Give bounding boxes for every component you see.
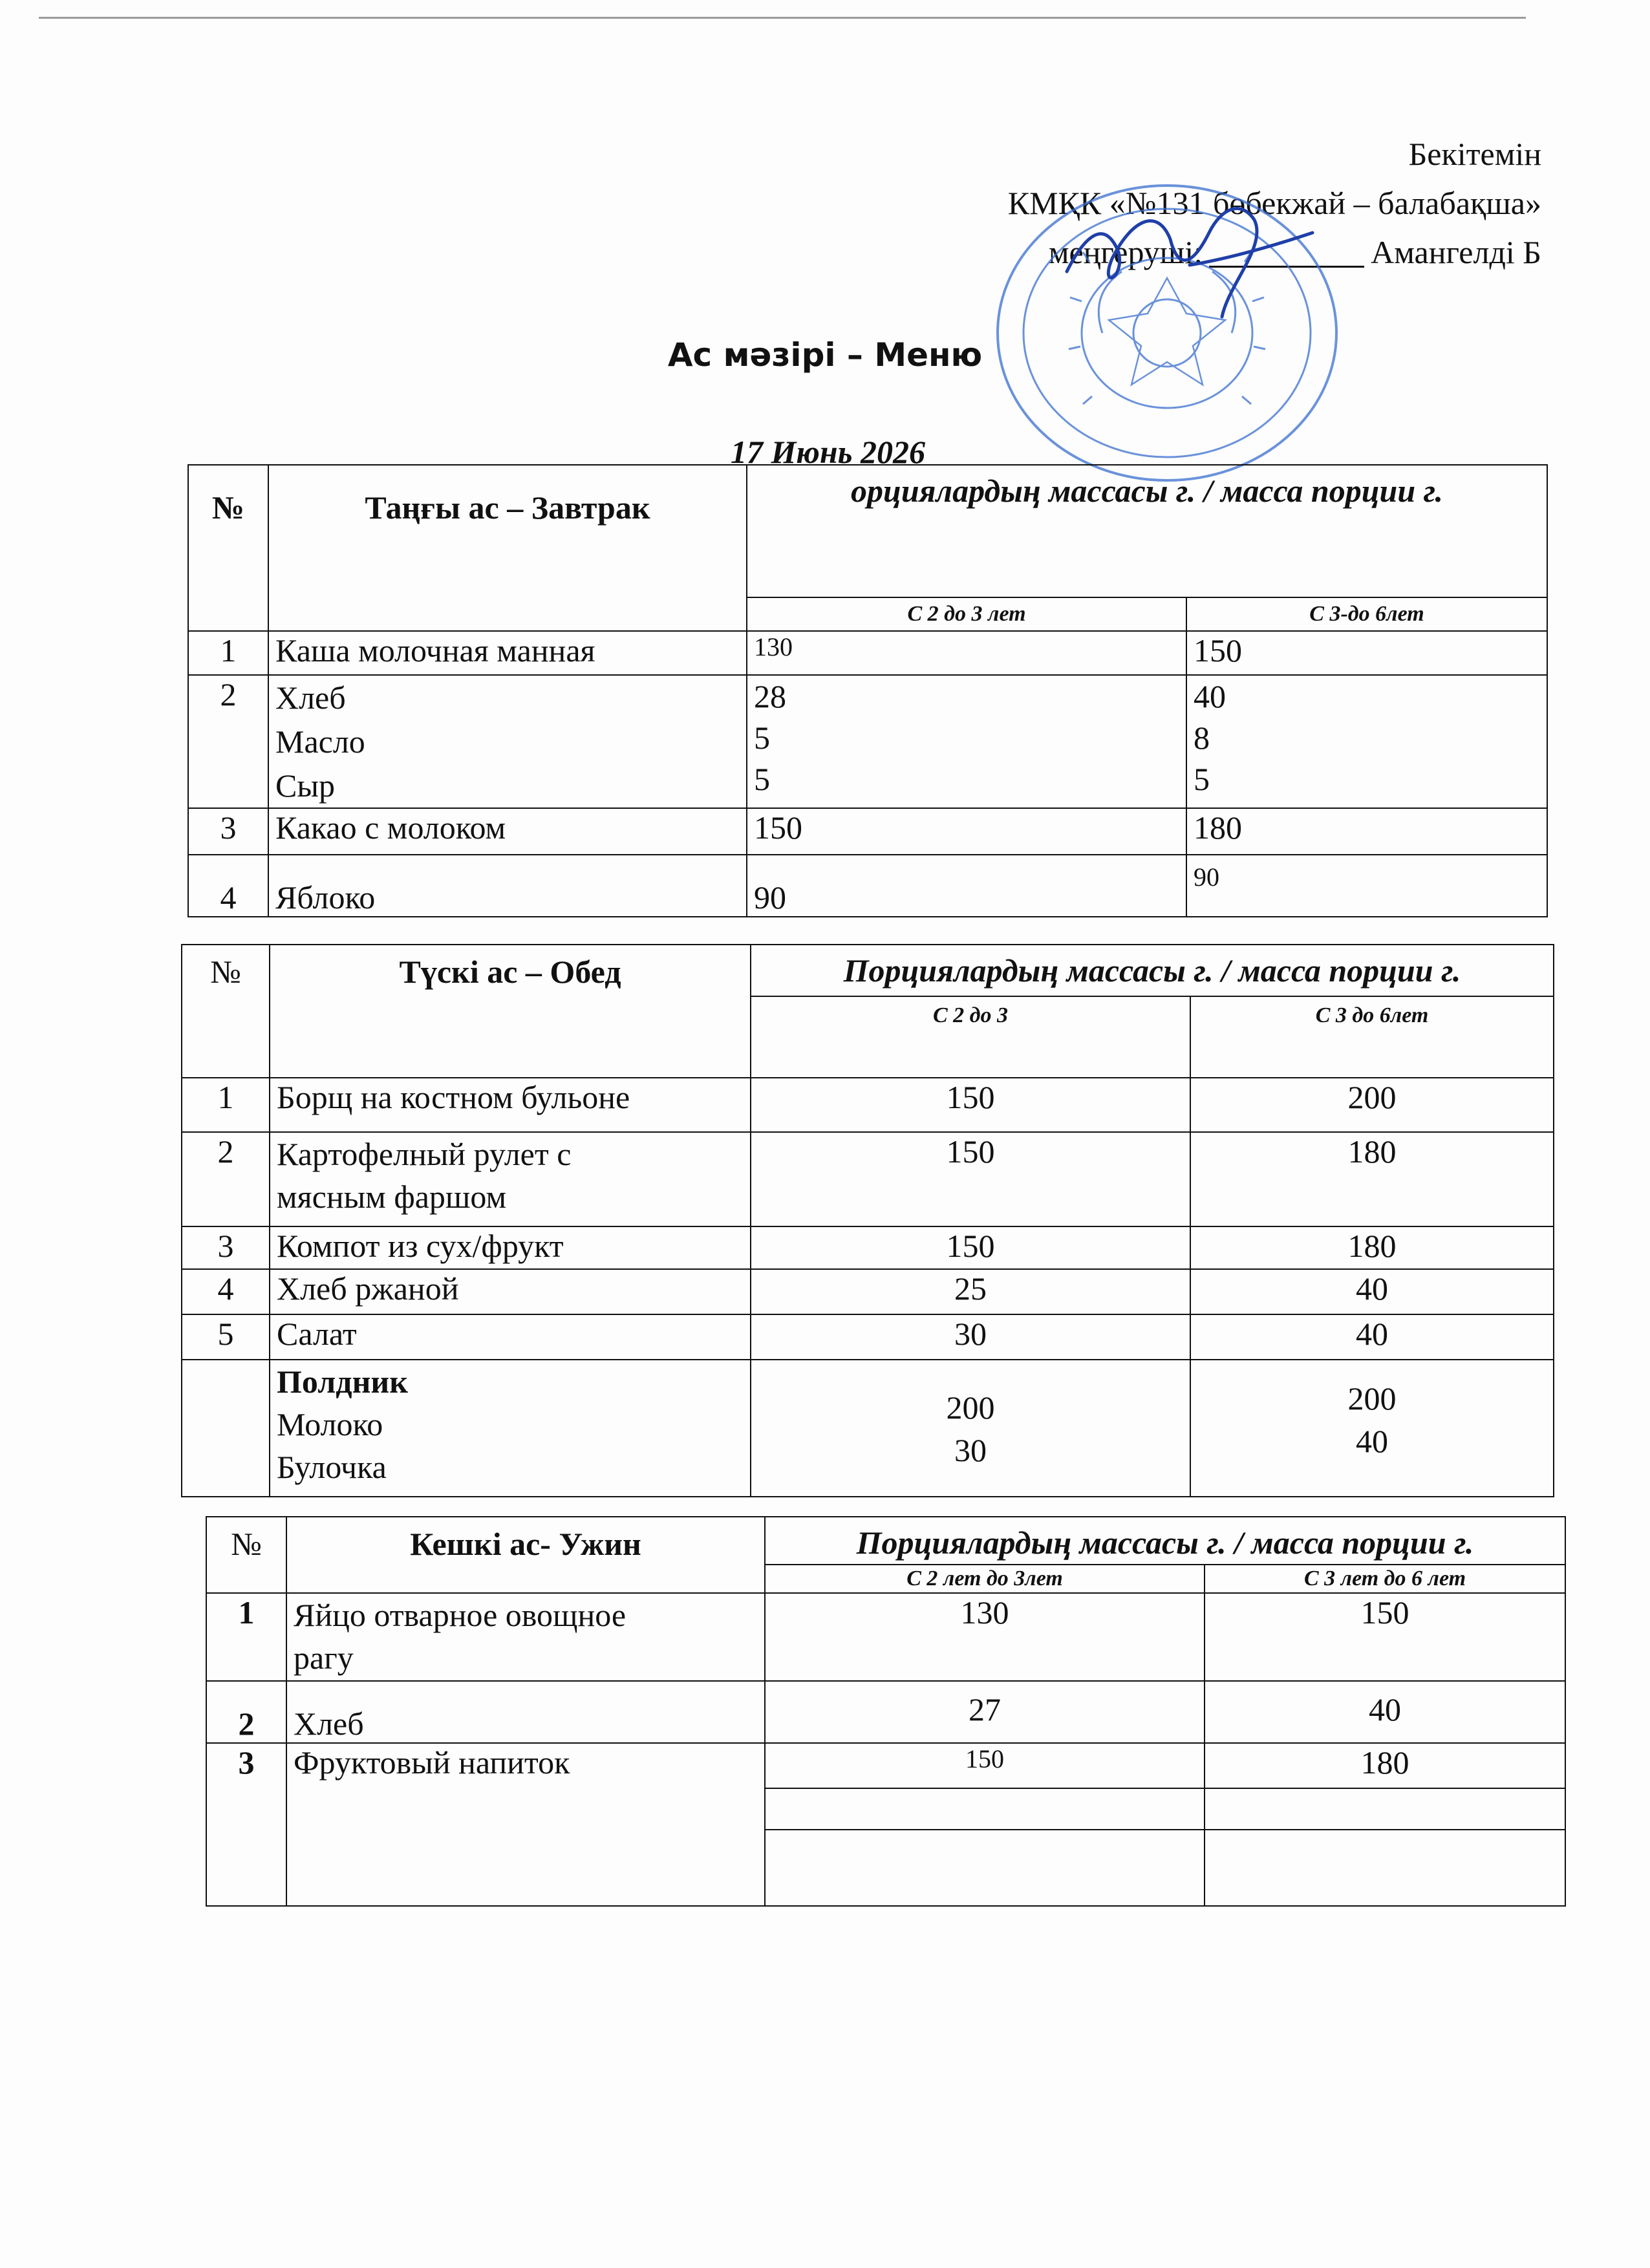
dish-name: Салат (270, 1314, 751, 1360)
empty-cell (1205, 1788, 1565, 1830)
row-number: 3 (182, 1226, 270, 1269)
portion-value: 200 (1190, 1078, 1554, 1132)
table-row (182, 1314, 1554, 1360)
table-row (206, 1743, 1565, 1788)
dish-name: Сыр (275, 767, 335, 804)
dish-name: Булочка (277, 1449, 387, 1485)
row-number: 1 (206, 1593, 286, 1681)
col-no-header: № (206, 1517, 286, 1593)
table-row (188, 855, 1547, 917)
age-group-header: С 2 до 3 (751, 996, 1190, 1078)
page-title: Ас мәзірі – Меню (667, 336, 983, 374)
portion-value: 180 (1190, 1132, 1554, 1226)
portion-value: 30 (751, 1314, 1190, 1360)
menu-date: 17 Июнь 2026 (731, 434, 926, 470)
row-number: 1 (182, 1078, 270, 1132)
dish-name: Картофелный рулет с (277, 1136, 572, 1172)
meal-header: Таңғы ас – Завтрак (268, 465, 747, 631)
portion-value: 40 (1205, 1681, 1565, 1743)
lunch-table (181, 944, 1554, 1497)
portion-value: 150 (751, 1132, 1190, 1226)
portion-value: 27 (765, 1681, 1205, 1743)
approval-label: Бекітемін (1408, 136, 1541, 172)
table-row (188, 675, 1547, 808)
snack-items (270, 1360, 751, 1497)
table-row (206, 1593, 1565, 1681)
dish-name: Хлеб ржаной (270, 1269, 751, 1314)
dish-name: Масло (275, 723, 365, 760)
portion-value: 130 (765, 1593, 1205, 1681)
row-number-empty (182, 1360, 270, 1497)
portion-value: 150 (1186, 631, 1547, 675)
dish-name: Хлеб (275, 679, 346, 716)
table-row (182, 1226, 1554, 1269)
portion-mass-header: Порциялардың массасы г. / масса порции г. (765, 1517, 1565, 1565)
row-number: 4 (188, 855, 268, 917)
portion-value: 40 (1194, 678, 1226, 714)
dish-name: Компот из сух/фрукт (270, 1226, 751, 1269)
age-group-header: С 3 до 6лет (1190, 996, 1554, 1078)
dish-name: Каша молочная манная (268, 631, 747, 675)
dish-name: Яйцо отварное овощное (294, 1597, 627, 1633)
portion-value: 5 (754, 720, 770, 756)
portion-values (1190, 1360, 1554, 1497)
table-row (182, 1078, 1554, 1132)
row-number: 4 (182, 1269, 270, 1314)
portion-mass-header: орциялардың массасы г. / масса порции г. (747, 465, 1547, 597)
row-number: 3 (188, 808, 268, 855)
table-row (206, 1681, 1565, 1743)
meal-header: Кешкі ас- Ужин (286, 1517, 765, 1593)
dish-name: Борщ на костном бульоне (270, 1078, 751, 1132)
portion-value: 5 (754, 761, 770, 797)
portion-value: 150 (751, 1078, 1190, 1132)
portion-mass-header: Порциялардың массасы г. / масса порции г. (751, 945, 1554, 996)
dish-name: Яблоко (268, 855, 747, 917)
director-name: Амангелді Б (1371, 234, 1541, 270)
portion-value: 5 (1194, 761, 1210, 797)
portion-value: 150 (747, 808, 1186, 855)
portion-value: 40 (1356, 1423, 1388, 1459)
dish-name-list (268, 675, 747, 808)
portion-value: 30 (954, 1432, 987, 1468)
row-number: 1 (188, 631, 268, 675)
top-border-line (39, 17, 1526, 19)
dish-name: Молоко (277, 1406, 383, 1442)
breakfast-table (188, 464, 1548, 917)
portion-value: 40 (1190, 1314, 1554, 1360)
empty-cell (765, 1788, 1205, 1830)
dish-name: мясным фаршом (277, 1179, 507, 1215)
age-group-header: С 2 лет до 3лет (765, 1565, 1205, 1593)
organization-name: КМҚК «№131 бөбекжай – балабақша» (1007, 185, 1541, 221)
portion-value: 150 (1205, 1593, 1565, 1681)
portion-value: 28 (754, 678, 786, 714)
dish-name-list (286, 1593, 765, 1681)
portion-value: 200 (1347, 1380, 1397, 1417)
row-number: 2 (182, 1132, 270, 1226)
portion-values (747, 675, 1186, 808)
dish-name-list (270, 1132, 751, 1226)
portion-value: 180 (1190, 1226, 1554, 1269)
dish-name: Хлеб (286, 1681, 765, 1743)
portion-value: 180 (1186, 808, 1547, 855)
portion-value: 130 (747, 631, 1186, 675)
empty-cell (765, 1830, 1205, 1906)
portion-value: 40 (1190, 1269, 1554, 1314)
age-group-header: С 3 лет до 6 лет (1205, 1565, 1565, 1593)
portion-value: 25 (751, 1269, 1190, 1314)
row-number: 2 (188, 675, 268, 808)
row-number: 5 (182, 1314, 270, 1360)
age-group-header: С 3-до 6лет (1186, 597, 1547, 631)
col-no-header: № (188, 465, 268, 631)
portion-value: 90 (1186, 855, 1547, 917)
meal-header: Түскі ас – Обед (270, 945, 751, 1078)
dish-name: Какао с молоком (268, 808, 747, 855)
portion-values (1186, 675, 1547, 808)
portion-values (751, 1360, 1190, 1497)
dish-name: рагу (294, 1640, 354, 1676)
row-number: 2 (206, 1681, 286, 1743)
empty-cell (1205, 1830, 1565, 1906)
director-role: меңгеруші: (1048, 234, 1203, 270)
dinner-table (206, 1516, 1566, 1907)
row-number: 3 (206, 1743, 286, 1906)
portion-value: 90 (747, 855, 1186, 917)
portion-value: 150 (765, 1743, 1205, 1788)
table-row (182, 1269, 1554, 1314)
age-group-header: С 2 до 3 лет (747, 597, 1186, 631)
portion-value: 200 (946, 1389, 995, 1426)
col-no-header: № (182, 945, 270, 1078)
portion-value: 150 (751, 1226, 1190, 1269)
table-row (188, 631, 1547, 675)
snack-row (182, 1360, 1554, 1497)
table-row (182, 1132, 1554, 1226)
signature-icon (1060, 194, 1319, 323)
dish-name: Фруктовый напиток (286, 1743, 765, 1906)
table-row (188, 808, 1547, 855)
portion-value: 8 (1194, 720, 1210, 756)
snack-title: Полдник (277, 1364, 409, 1400)
portion-value: 180 (1205, 1743, 1565, 1788)
